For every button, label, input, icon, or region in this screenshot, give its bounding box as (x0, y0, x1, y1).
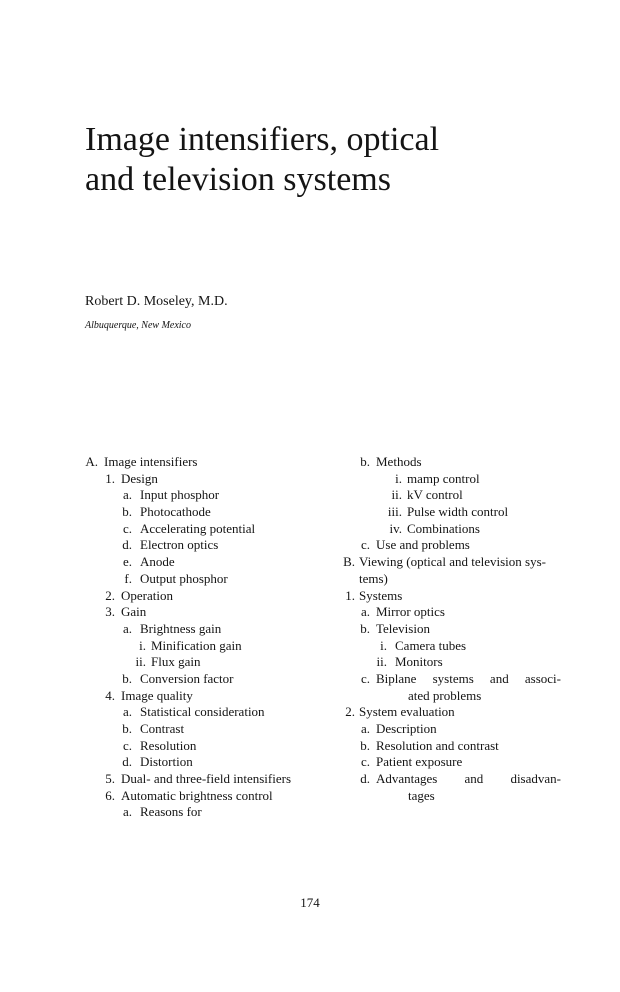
outline-text: ated problems (408, 687, 482, 703)
outline-text: Patient exposure (376, 754, 463, 770)
outline-text: Statistical consideration (140, 704, 265, 720)
outline-text: Television (376, 620, 430, 636)
outline-item-continuation (340, 788, 580, 805)
outline-item (85, 487, 330, 504)
outline-text: tems) (359, 570, 388, 586)
outline-text: Design (121, 470, 158, 486)
outline-text: Viewing (optical and television sys- (359, 554, 546, 570)
outline-text: Output phosphor (140, 570, 228, 586)
outline-item (85, 721, 330, 738)
outline-item-continuation (340, 571, 580, 588)
outline-text: Input phosphor (140, 487, 220, 503)
outline-text: Combinations (407, 520, 480, 536)
outline-item (340, 771, 580, 788)
outline-text: Dual- and three-field intensifiers (121, 771, 292, 787)
outline-text: Accelerating potential (140, 520, 256, 536)
outline-item (85, 604, 330, 621)
outline-item (85, 554, 330, 571)
outline-item (85, 537, 330, 554)
outline-marker: 1. (105, 470, 115, 486)
outline-text: System evaluation (359, 704, 455, 720)
outline-item (340, 704, 580, 721)
outline-marker: a. (360, 604, 370, 620)
outline-marker: 2. (105, 587, 115, 603)
outline-item (85, 788, 330, 805)
outline-text: Contrast (140, 721, 185, 736)
outline-item (85, 754, 330, 771)
outline-text: Electron optics (140, 537, 219, 553)
outline-text: kV control (407, 487, 463, 503)
outline-item (340, 554, 580, 571)
outline-item (85, 504, 330, 521)
word: and (464, 771, 484, 787)
outline-text: Mirror optics (376, 604, 445, 620)
outline-marker: c. (122, 737, 132, 753)
outline-item (85, 621, 330, 638)
outline-item (85, 804, 330, 821)
word: disadvan- (510, 771, 561, 787)
outline-item (340, 738, 580, 755)
outline-marker: a. (122, 620, 132, 636)
outline-text: Reasons for (140, 804, 202, 820)
outline-item (85, 771, 330, 788)
outline-text: Image quality (121, 687, 193, 703)
outline-item (85, 521, 330, 538)
outline-item (340, 521, 580, 538)
outline-item (340, 604, 580, 621)
outline-text (376, 671, 561, 688)
outline-item (85, 571, 330, 588)
outline-marker: i. (395, 470, 402, 486)
word: Advantages (376, 771, 438, 787)
outline-right-column (340, 454, 580, 804)
outline-marker: b. (360, 620, 370, 636)
outline-item (340, 621, 580, 638)
outline-marker: iv. (389, 520, 402, 536)
outline-marker: c. (360, 537, 370, 553)
outline-text: Anode (140, 554, 175, 570)
outline-marker: b. (360, 737, 370, 753)
word: associ- (524, 670, 561, 686)
outline-item (340, 588, 580, 605)
word: and (489, 670, 509, 686)
outline-text: Conversion factor (140, 670, 234, 686)
outline-marker: c. (360, 670, 370, 686)
outline-item (340, 504, 580, 521)
title-line: Image intensifiers, optical (85, 121, 440, 158)
outline-item (85, 704, 330, 721)
outline-text: tages (408, 787, 435, 803)
outline-marker: b. (122, 504, 132, 520)
outline-text: Use and problems (376, 537, 470, 553)
outline-item (85, 671, 330, 688)
outline-item (340, 471, 580, 488)
outline-text (376, 771, 561, 788)
outline-item (340, 754, 580, 771)
outline-marker: 1. (345, 587, 355, 603)
outline-item-continuation (340, 688, 580, 705)
outline-marker: 6. (105, 787, 115, 803)
outline-item (340, 721, 580, 738)
outline-text: Resolution and contrast (376, 737, 499, 753)
outline-item (85, 471, 330, 488)
word: systems (432, 670, 474, 686)
outline-text: Methods (376, 454, 422, 469)
outline-marker: ii. (391, 487, 402, 503)
outline-marker: a. (122, 804, 132, 820)
outline-marker: a. (360, 721, 370, 736)
outline-marker: A. (85, 454, 98, 469)
outline-text: Camera tubes (395, 637, 467, 653)
outline-marker: B. (343, 554, 355, 570)
outline-text: Pulse width control (407, 504, 509, 520)
outline-text: Gain (121, 604, 147, 620)
outline-marker: c. (360, 754, 370, 770)
outline-text: Brightness gain (140, 620, 222, 636)
outline-text: Systems (359, 587, 403, 603)
title-line: and television systems (85, 161, 391, 198)
outline-marker: d. (122, 754, 132, 770)
outline-text: Image intensifiers (104, 454, 198, 469)
outline-left-column (85, 454, 330, 821)
outline-marker: 2. (345, 704, 355, 720)
outline-marker: a. (122, 704, 132, 720)
outline-marker: b. (122, 721, 132, 736)
outline-marker: 5. (105, 771, 115, 787)
outline-item (340, 537, 580, 554)
outline-marker: iii. (387, 504, 402, 520)
outline-text: Operation (121, 587, 173, 603)
outline-marker: b. (360, 454, 370, 469)
outline-item (85, 738, 330, 755)
outline-marker: c. (122, 520, 132, 536)
outline-marker: d. (360, 771, 370, 787)
outline-item (340, 638, 580, 655)
outline-text: Automatic brightness control (121, 787, 273, 803)
outline-marker: 4. (105, 687, 115, 703)
outline-item (85, 654, 330, 671)
outline-item (340, 487, 580, 504)
outline-marker: i. (380, 637, 387, 653)
outline-text: Monitors (395, 654, 443, 670)
outline-text: Flux gain (151, 654, 201, 670)
outline-marker: f. (124, 570, 132, 586)
outline-marker: 3. (105, 604, 115, 620)
outline-text: Resolution (140, 737, 197, 753)
outline-marker: i. (139, 637, 146, 653)
outline-text: mamp control (407, 470, 480, 486)
article-title (85, 120, 439, 200)
author-affiliation: Albuquerque, New Mexico (85, 320, 191, 331)
page-number: 174 (300, 895, 320, 910)
outline-marker: a. (122, 487, 132, 503)
outline-marker: ii. (135, 654, 146, 670)
outline-item (85, 588, 330, 605)
outline-item (340, 671, 580, 688)
outline-item (340, 654, 580, 671)
outline-item (340, 454, 580, 471)
outline-marker: d. (122, 537, 132, 553)
outline-marker: b. (122, 670, 132, 686)
outline-item (85, 454, 330, 471)
outline-text: Photocathode (140, 504, 211, 520)
outline-item (85, 638, 330, 655)
outline-text: Distortion (140, 754, 193, 770)
author-name: Robert D. Moseley, M.D. (85, 294, 228, 309)
outline-marker: ii. (376, 654, 387, 670)
outline-item (85, 688, 330, 705)
outline-marker: e. (122, 554, 132, 570)
outline-text: Description (376, 721, 437, 736)
word: Biplane (376, 670, 417, 686)
outline-text: Minification gain (151, 637, 242, 653)
